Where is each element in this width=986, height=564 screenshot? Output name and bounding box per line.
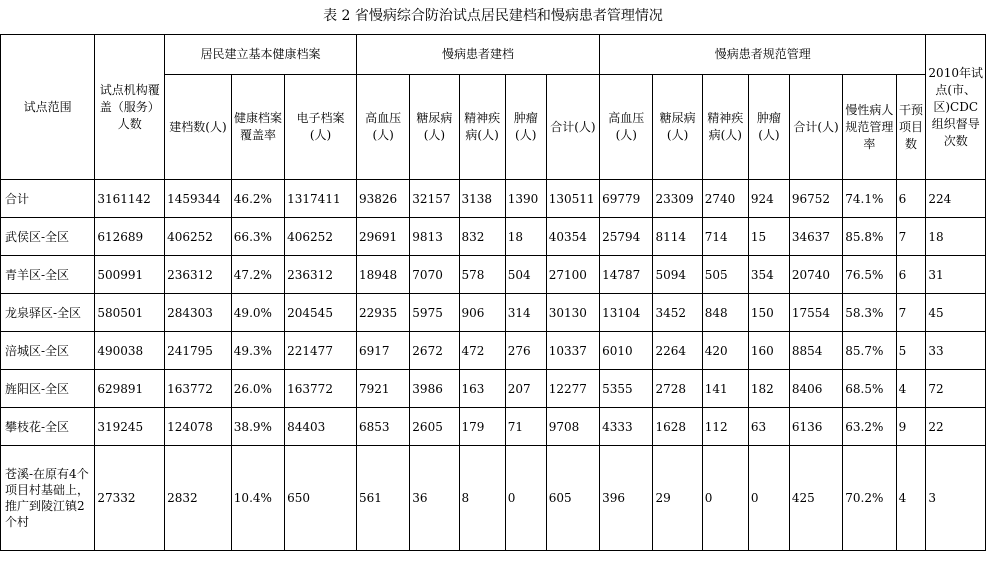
- header-group-archive: 居民建立基本健康档案: [165, 35, 357, 75]
- cell-cm-hypertension: 4333: [600, 408, 653, 446]
- cell-cm-projects: 4: [896, 370, 926, 408]
- cell-scope: 苍溪-在原有4个项目村基础上，推广到陵江镇2个村: [1, 446, 95, 551]
- cell-ca-hypertension: 6853: [356, 408, 409, 446]
- cell-ca-diabetes: 3986: [410, 370, 459, 408]
- table-body: [1, 180, 986, 551]
- cell-ca-hypertension: 7921: [356, 370, 409, 408]
- cell-ca-tumor: 314: [505, 294, 546, 332]
- cell-archive-count: 241795: [165, 332, 232, 370]
- table-row: [1, 180, 986, 218]
- cell-ca-total: 10337: [546, 332, 599, 370]
- cell-cm-projects: 6: [896, 256, 926, 294]
- header-scope: 试点范围: [1, 35, 95, 180]
- cell-cm-hypertension: 5355: [600, 370, 653, 408]
- cell-cm-diabetes: 5094: [653, 256, 702, 294]
- cell-cm-hypertension: 13104: [600, 294, 653, 332]
- header-cdc: 2010年试点(市、区)CDC组织督导次数: [926, 35, 986, 180]
- cell-cm-diabetes: 3452: [653, 294, 702, 332]
- cell-electronic-archive: 1317411: [285, 180, 357, 218]
- cell-cdc: 45: [926, 294, 986, 332]
- cell-cdc: 31: [926, 256, 986, 294]
- header-ca-diabetes: 糖尿病(人): [410, 75, 459, 180]
- cell-ca-diabetes: 7070: [410, 256, 459, 294]
- cell-ca-diabetes: 32157: [410, 180, 459, 218]
- cell-cm-mental: 505: [702, 256, 748, 294]
- cell-cm-tumor: 0: [748, 446, 789, 551]
- cell-cm-projects: 4: [896, 446, 926, 551]
- table-row: [1, 446, 986, 551]
- cell-cm-mental: 112: [702, 408, 748, 446]
- cell-cm-total: 6136: [789, 408, 842, 446]
- cell-cdc: 224: [926, 180, 986, 218]
- cell-scope: 武侯区-全区: [1, 218, 95, 256]
- cell-ca-mental: 578: [459, 256, 505, 294]
- cell-coverage: 629891: [95, 370, 165, 408]
- cell-archive-count: 124078: [165, 408, 232, 446]
- cell-cm-mental: 2740: [702, 180, 748, 218]
- header-archive-count: 建档数(人): [165, 75, 232, 180]
- header-cm-diabetes: 糖尿病(人): [653, 75, 702, 180]
- cell-coverage: 3161142: [95, 180, 165, 218]
- cell-ca-diabetes: 36: [410, 446, 459, 551]
- cell-ca-tumor: 504: [505, 256, 546, 294]
- cell-archive-count: 284303: [165, 294, 232, 332]
- cell-archive-rate: 49.0%: [231, 294, 284, 332]
- header-row-1: [1, 35, 986, 75]
- cell-archive-rate: 66.3%: [231, 218, 284, 256]
- cell-archive-rate: 26.0%: [231, 370, 284, 408]
- cell-ca-mental: 8: [459, 446, 505, 551]
- cell-ca-mental: 472: [459, 332, 505, 370]
- cell-scope: 旌阳区-全区: [1, 370, 95, 408]
- cell-cm-diabetes: 1628: [653, 408, 702, 446]
- cell-electronic-archive: 84403: [285, 408, 357, 446]
- cell-cdc: 72: [926, 370, 986, 408]
- cell-cm-projects: 7: [896, 294, 926, 332]
- cell-coverage: 319245: [95, 408, 165, 446]
- cell-ca-mental: 3138: [459, 180, 505, 218]
- cell-cm-mental: 848: [702, 294, 748, 332]
- cell-cm-tumor: 150: [748, 294, 789, 332]
- cell-cm-rate: 74.1%: [843, 180, 896, 218]
- table-row: [1, 294, 986, 332]
- cell-cm-mental: 420: [702, 332, 748, 370]
- table-row: [1, 370, 986, 408]
- cell-cm-projects: 6: [896, 180, 926, 218]
- cell-cm-total: 17554: [789, 294, 842, 332]
- cell-ca-hypertension: 561: [356, 446, 409, 551]
- cell-ca-total: 130511: [546, 180, 599, 218]
- cell-electronic-archive: 163772: [285, 370, 357, 408]
- header-ca-mental: 精神疾病(人): [459, 75, 505, 180]
- cell-cm-diabetes: 29: [653, 446, 702, 551]
- cell-ca-total: 9708: [546, 408, 599, 446]
- cell-ca-diabetes: 9813: [410, 218, 459, 256]
- cell-ca-tumor: 207: [505, 370, 546, 408]
- header-electronic-archive: 电子档案(人): [285, 75, 357, 180]
- cell-coverage: 27332: [95, 446, 165, 551]
- cell-ca-total: 40354: [546, 218, 599, 256]
- cell-ca-hypertension: 18948: [356, 256, 409, 294]
- cell-archive-count: 406252: [165, 218, 232, 256]
- cell-ca-diabetes: 5975: [410, 294, 459, 332]
- cell-cm-tumor: 924: [748, 180, 789, 218]
- cell-cm-tumor: 63: [748, 408, 789, 446]
- cell-ca-total: 30130: [546, 294, 599, 332]
- cell-cm-total: 96752: [789, 180, 842, 218]
- header-archive-rate: 健康档案覆盖率: [231, 75, 284, 180]
- cell-electronic-archive: 221477: [285, 332, 357, 370]
- cell-archive-count: 236312: [165, 256, 232, 294]
- cell-archive-count: 163772: [165, 370, 232, 408]
- header-group-chronic-archive: 慢病患者建档: [356, 35, 599, 75]
- cell-ca-tumor: 1390: [505, 180, 546, 218]
- cell-ca-hypertension: 22935: [356, 294, 409, 332]
- cell-cm-hypertension: 6010: [600, 332, 653, 370]
- table-row: [1, 218, 986, 256]
- cell-ca-diabetes: 2672: [410, 332, 459, 370]
- cell-ca-mental: 179: [459, 408, 505, 446]
- cell-ca-tumor: 71: [505, 408, 546, 446]
- cell-cdc: 18: [926, 218, 986, 256]
- cell-cm-diabetes: 8114: [653, 218, 702, 256]
- cell-cm-hypertension: 396: [600, 446, 653, 551]
- cell-cdc: 22: [926, 408, 986, 446]
- cell-ca-mental: 832: [459, 218, 505, 256]
- cell-cm-mental: 0: [702, 446, 748, 551]
- header-ca-tumor: 肿瘤(人): [505, 75, 546, 180]
- table-title: 表 2 省慢病综合防治试点居民建档和慢病患者管理情况: [323, 8, 663, 24]
- header-cm-hypertension: 高血压(人): [600, 75, 653, 180]
- cell-cm-hypertension: 69779: [600, 180, 653, 218]
- cell-scope: 涪城区-全区: [1, 332, 95, 370]
- cell-ca-tumor: 276: [505, 332, 546, 370]
- cell-coverage: 500991: [95, 256, 165, 294]
- cell-cm-tumor: 15: [748, 218, 789, 256]
- cell-cm-hypertension: 14787: [600, 256, 653, 294]
- cell-ca-mental: 163: [459, 370, 505, 408]
- cell-cm-total: 425: [789, 446, 842, 551]
- table-row: [1, 256, 986, 294]
- cell-cm-hypertension: 25794: [600, 218, 653, 256]
- cell-electronic-archive: 650: [285, 446, 357, 551]
- cell-coverage: 490038: [95, 332, 165, 370]
- cell-cdc: 3: [926, 446, 986, 551]
- cell-ca-tumor: 0: [505, 446, 546, 551]
- cell-scope: 龙泉驿区-全区: [1, 294, 95, 332]
- cell-cm-rate: 85.8%: [843, 218, 896, 256]
- cell-cdc: 33: [926, 332, 986, 370]
- cell-ca-total: 27100: [546, 256, 599, 294]
- cell-ca-hypertension: 93826: [356, 180, 409, 218]
- cell-electronic-archive: 406252: [285, 218, 357, 256]
- cell-ca-mental: 906: [459, 294, 505, 332]
- header-cm-total: 合计(人): [789, 75, 842, 180]
- cell-cm-rate: 68.5%: [843, 370, 896, 408]
- header-group-chronic-mgmt: 慢病患者规范管理: [600, 35, 926, 75]
- cell-cm-total: 20740: [789, 256, 842, 294]
- cell-archive-rate: 49.3%: [231, 332, 284, 370]
- data-table: [0, 34, 986, 551]
- header-ca-hypertension: 高血压(人): [356, 75, 409, 180]
- cell-coverage: 612689: [95, 218, 165, 256]
- cell-ca-diabetes: 2605: [410, 408, 459, 446]
- cell-cm-diabetes: 2264: [653, 332, 702, 370]
- cell-cm-rate: 63.2%: [843, 408, 896, 446]
- cell-cm-tumor: 160: [748, 332, 789, 370]
- header-cm-rate: 慢性病人规范管理率: [843, 75, 896, 180]
- header-cm-mental: 精神疾病(人): [702, 75, 748, 180]
- cell-cm-projects: 9: [896, 408, 926, 446]
- cell-archive-rate: 38.9%: [231, 408, 284, 446]
- cell-scope: 合计: [1, 180, 95, 218]
- cell-ca-hypertension: 6917: [356, 332, 409, 370]
- cell-ca-hypertension: 29691: [356, 218, 409, 256]
- cell-scope: 攀枝花-全区: [1, 408, 95, 446]
- header-coverage: 试点机构覆盖（服务）人数: [95, 35, 165, 180]
- cell-cm-tumor: 354: [748, 256, 789, 294]
- table-row: [1, 408, 986, 446]
- cell-cm-tumor: 182: [748, 370, 789, 408]
- cell-cm-diabetes: 2728: [653, 370, 702, 408]
- cell-cm-total: 8406: [789, 370, 842, 408]
- header-cm-projects: 干预项目数: [896, 75, 926, 180]
- cell-cm-rate: 76.5%: [843, 256, 896, 294]
- cell-electronic-archive: 204545: [285, 294, 357, 332]
- cell-cm-projects: 7: [896, 218, 926, 256]
- cell-archive-count: 2832: [165, 446, 232, 551]
- cell-cm-total: 8854: [789, 332, 842, 370]
- cell-cm-rate: 70.2%: [843, 446, 896, 551]
- cell-coverage: 580501: [95, 294, 165, 332]
- cell-scope: 青羊区-全区: [1, 256, 95, 294]
- cell-archive-rate: 47.2%: [231, 256, 284, 294]
- cell-cm-rate: 58.3%: [843, 294, 896, 332]
- cell-cm-rate: 85.7%: [843, 332, 896, 370]
- cell-cm-mental: 714: [702, 218, 748, 256]
- cell-cm-projects: 5: [896, 332, 926, 370]
- cell-ca-total: 12277: [546, 370, 599, 408]
- header-cm-tumor: 肿瘤(人): [748, 75, 789, 180]
- cell-ca-tumor: 18: [505, 218, 546, 256]
- cell-cm-mental: 141: [702, 370, 748, 408]
- table-row: [1, 332, 986, 370]
- cell-cm-total: 34637: [789, 218, 842, 256]
- cell-electronic-archive: 236312: [285, 256, 357, 294]
- header-ca-total: 合计(人): [546, 75, 599, 180]
- cell-archive-rate: 10.4%: [231, 446, 284, 551]
- cell-archive-count: 1459344: [165, 180, 232, 218]
- cell-cm-diabetes: 23309: [653, 180, 702, 218]
- cell-archive-rate: 46.2%: [231, 180, 284, 218]
- cell-ca-total: 605: [546, 446, 599, 551]
